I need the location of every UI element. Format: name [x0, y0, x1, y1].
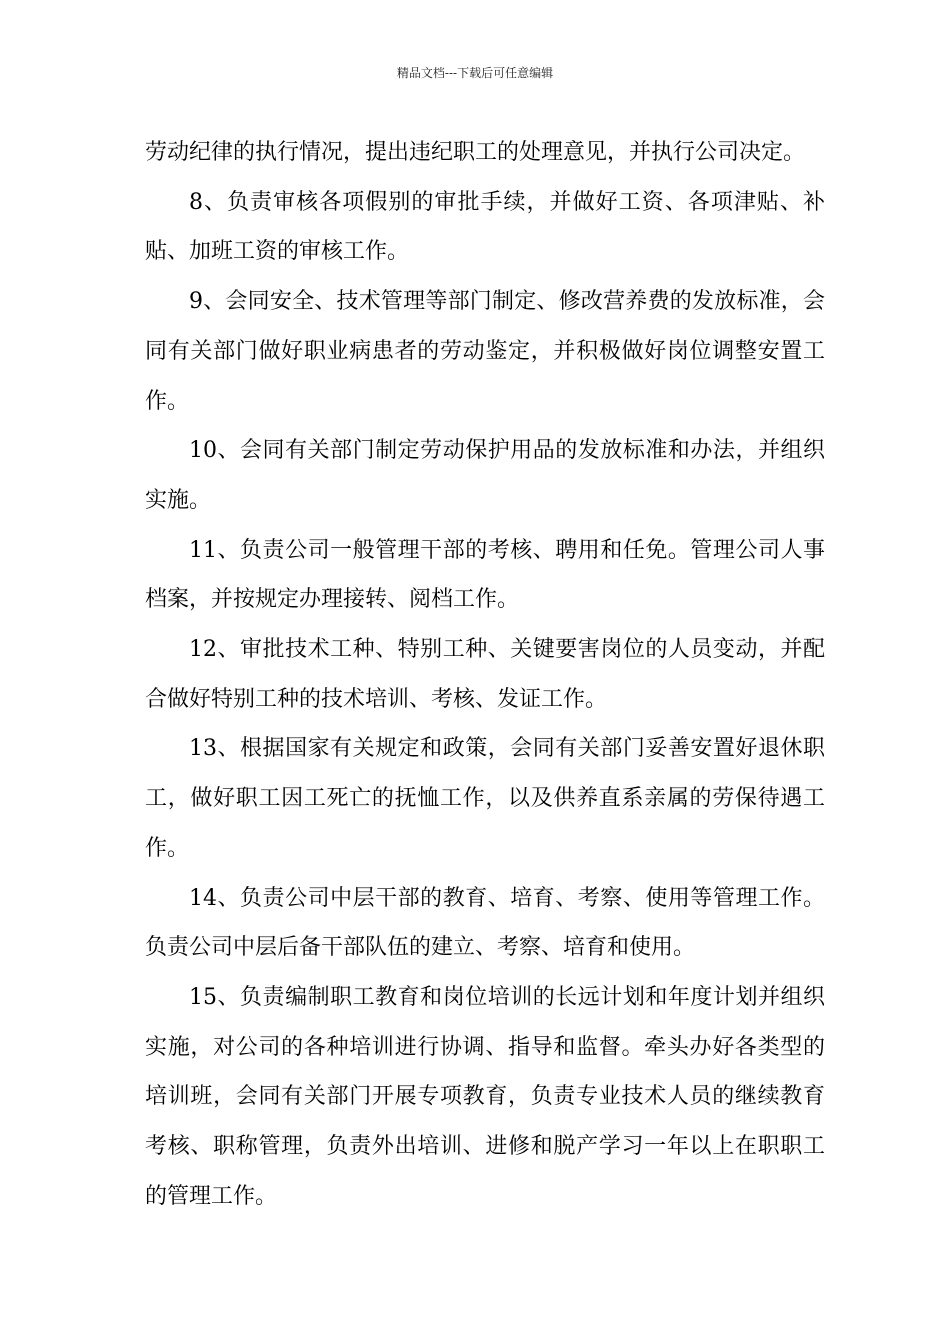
paragraph-item-11: 11、负责公司一般管理干部的考核、聘用和任免。管理公司人事档案，并按规定办理接转、阅档工作。 [145, 537, 825, 613]
paragraph-item-14: 14、负责公司中层干部的教育、培育、考察、使用等管理工作。负责公司中层后备干部队伍的建立、考察、培育和使用。 [145, 885, 825, 961]
paragraph-continuation: 劳动纪律的执行情况，提出违纪职工的处理意见，并执行公司决定。 [145, 140, 806, 165]
document-body [145, 128, 825, 1221]
page-header: 精品文档---下载后可任意编辑 [396, 66, 554, 80]
paragraph-item-8: 8、负责审核各项假别的审批手续，并做好工资、各项津贴、补贴、加班工资的审核工作。 [145, 189, 825, 265]
paragraph-item-13: 13、根据国家有关规定和政策，会同有关部门妥善安置好退休职工，做好职工因工死亡的抚恤工作，以及供养直系亲属的劳保待遇工作。 [145, 736, 825, 861]
paragraph-item-15: 15、负责编制职工教育和岗位培训的长远计划和年度计划并组织实施，对公司的各种培训进行协调、指导和监督。牵头办好各类型的培训班，会同有关部门开展专项教育，负责专业技术人员的继续教育考核、职称管理，负责外出培训、进修和脱产学习一年以上在职职工的管理工作。 [145, 984, 825, 1209]
paragraph-item-10: 10、会同有关部门制定劳动保护用品的发放标准和办法，并组织实施。 [145, 438, 825, 513]
paragraph-item-9: 9、会同安全、技术管理等部门制定、修改营养费的发放标准，会同有关部门做好职业病患者的劳动鉴定，并积极做好岗位调整安置工作。 [145, 289, 825, 414]
paragraph-item-12: 12、审批技术工种、特别工种、关键要害岗位的人员变动，并配合做好特别工种的技术培训、考核、发证工作。 [145, 637, 825, 712]
